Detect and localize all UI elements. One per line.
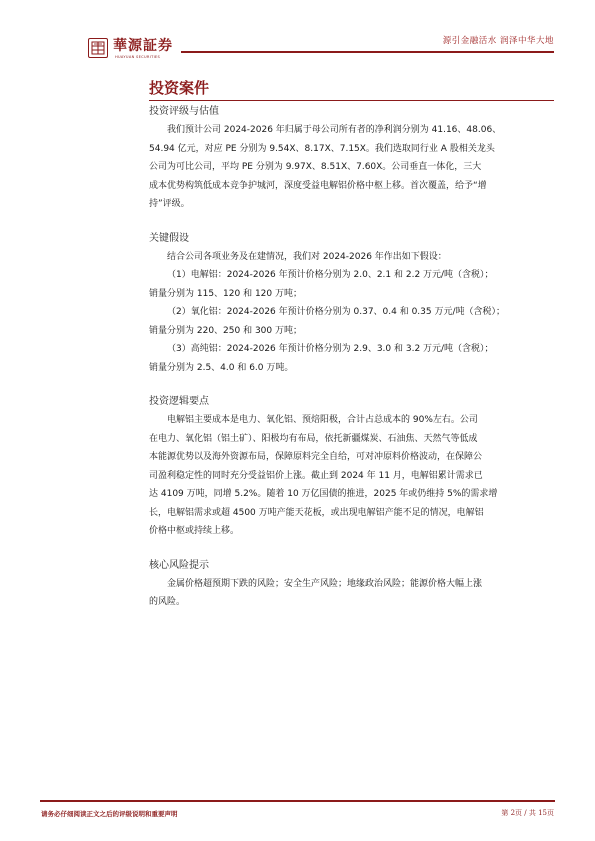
paragraph-line: （2）氧化铝：2024-2026 年预计价格分别为 0.37、0.4 和 0.35 万元/吨（含税）； xyxy=(167,307,506,317)
section-title-assumptions: 关键假设 xyxy=(149,232,189,244)
page-number: 第 2页 / 共 15页 xyxy=(501,809,554,817)
page-title: 投资案件 xyxy=(149,79,210,97)
paragraph-line: 54.94 亿元，对应 PE 分别为 9.54X、8.17X、7.15X。我们选取同行业 A 股相关龙头 xyxy=(149,143,495,154)
paragraph-line: 销量分别为 220、250 和 300 万吨； xyxy=(149,325,302,336)
section-body-valuation xyxy=(149,121,554,214)
footer-disclaimer: 请务必仔细阅读正文之后的评级说明和重要声明 xyxy=(41,810,178,818)
section-body-risks xyxy=(149,575,554,612)
header-slogan: 源引金融活水 润泽中华大地 xyxy=(442,36,554,46)
brand-name: 華源証券 xyxy=(113,38,173,54)
paragraph-line: 金属价格超预期下跌的风险；安全生产风险；地缘政治风险；能源价格大幅上涨 xyxy=(167,578,483,589)
paragraph-line: 司盈利稳定性的同时充分受益铝价上涨。截止到 2024 年 11 月，电解铝累计需求已 xyxy=(149,470,483,481)
paragraph-line: 公司为可比公司，平均 PE 分别为 9.97X、8.51X、7.60X。公司垂直一体化，三大 xyxy=(149,162,482,172)
paragraph-line: （3）高纯铝：2024-2026 年预计价格分别为 2.9、3.0 和 3.2 万元/吨（含税）； xyxy=(167,344,494,354)
brand-name-en: HUAYUAN SECURITIES xyxy=(115,55,161,59)
section-title-risks: 核心风险提示 xyxy=(149,559,209,571)
paragraph-line: 我们预计公司 2024-2026 年归属于母公司所有者的净利润分别为 41.16、48.06、 xyxy=(167,125,502,135)
paragraph-line: 在电力、氧化铝（铝土矿）、阳极均有布局，依托新疆煤炭、石油焦、天然气等低成 xyxy=(149,433,478,444)
paragraph-line: 持”评级。 xyxy=(149,199,190,209)
title-divider xyxy=(149,100,554,101)
section-body-logic xyxy=(149,411,554,541)
page-header xyxy=(0,0,595,60)
paragraph-line: 达 4109 万吨，同增 5.2%。随着 10 万亿国债的推进，2025 年或仍维持 5%的需求增 xyxy=(149,489,498,499)
footer-divider xyxy=(40,800,555,802)
paragraph-line: 成本优势构筑低成本竞争护城河，深度受益电解铝价格中枢上移。首次覆盖，给予“增 xyxy=(149,180,487,191)
paragraph-line: 本能源优势以及海外资源布局，保障原料完全自给，可对冲原料价格波动，在保障公 xyxy=(149,452,483,462)
section-title-logic: 投资逻辑要点 xyxy=(149,396,209,407)
paragraph-line: （1）电解铝：2024-2026 年预计价格分别为 2.0、2.1 和 2.2 万元/吨（含税）； xyxy=(167,270,494,280)
paragraph-line: 价格中枢或持续上移。 xyxy=(149,526,240,536)
paragraph-line: 的风险。 xyxy=(149,597,186,607)
section-title-valuation: 投资评级与估值 xyxy=(149,106,219,117)
paragraph-line: 长，电解铝需求或超 4500 万吨产能天花板，或出现电解铝产能不足的情况，电解铝 xyxy=(149,507,484,518)
paragraph-line: 结合公司各项业务及在建情况，我们对 2024-2026 年作出如下假设： xyxy=(167,251,447,262)
main-content xyxy=(149,78,554,612)
company-logo-icon xyxy=(88,38,108,58)
paragraph-line: 销量分别为 2.5、4.0 和 6.0 万吨。 xyxy=(149,362,294,373)
paragraph-line: 销量分别为 115、120 和 120 万吨； xyxy=(149,288,302,299)
header-divider xyxy=(181,51,554,53)
paragraph-line: 电解铝主要成本是电力、氧化铝、预焙阳极，合计占总成本的 90%左右。公司 xyxy=(167,415,478,425)
section-body-assumptions xyxy=(149,248,554,378)
